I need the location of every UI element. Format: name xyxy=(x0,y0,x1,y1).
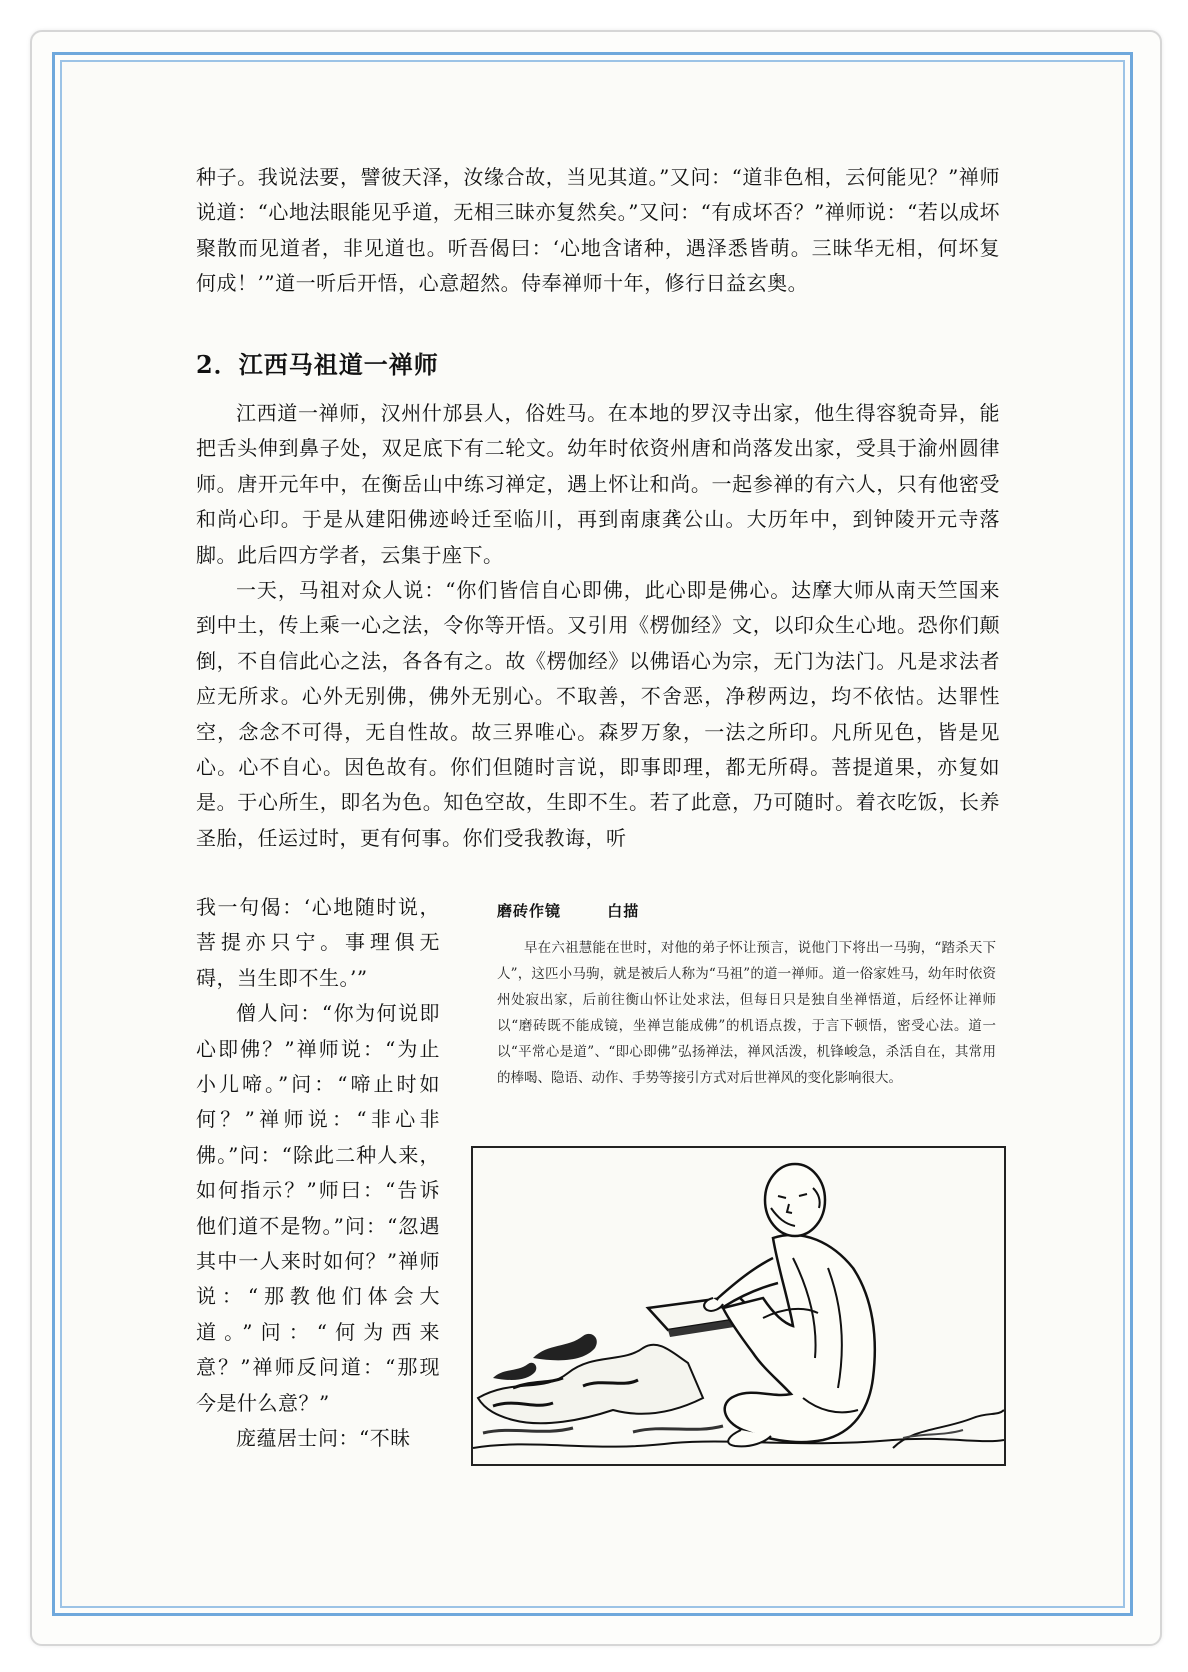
side-paragraph-3: 庞蕴居士问：“不昧 xyxy=(236,1426,411,1451)
side-paragraph-2: 僧人问：“你为何说即心即佛？”禅师说：“为止小儿啼。”问：“啼止时如何？”禅师说：“非心非佛。”问：“除此二种人来，如何指示？”师曰：“告诉他们道不是物。”问：“忽遇其中一人来时如何？”禅师说：“那教他们体会大道。”问：“何为西来意？”禅师反问道：“那现今是什么意？” xyxy=(196,1001,440,1415)
side-column-text xyxy=(196,890,440,1457)
paragraph-2: 一天，马祖对众人说：“你们皆信自心即佛，此心即是佛心。达摩大师从南天竺国来到中土，传上乘一心之法，令你等开悟。又引用《楞伽经》文，以印众生心地。恐你们颠倒，不自信此心之法，各各有之。故《楞伽经》以佛语心为宗，无门为法门。凡是求法者应无所求。心外无别佛，佛外无别心。不取善，不舍恶，净秽两边，均不依怙。达罪性空，念念不可得，无自性故。故三界唯心。森罗万象，一法之所印。凡所见色，皆是见心。心不自心。因色故有。你们但随时言说，即事即理，都无所碍。菩提道果，亦复如是。于心所生，即名为色。知色空故，生即不生。若了此意，乃可随时。着衣吃饭，长养圣胎，任运过时，更有何事。你们受我教诲，听 xyxy=(196,578,1000,850)
section-heading: 2．江西马祖道一禅师 xyxy=(196,350,439,379)
figure-caption: 早在六祖慧能在世时，对他的弟子怀让预言，说他门下将出一马驹，“踏杀天下人”，这匹小马驹，就是被后人称为“马祖”的道一禅师。道一俗家姓马，幼年时依资州处寂出家，后前往衡山怀让处求法，但每日只是独自坐禅悟道，后经怀让禅师以“磨砖既不能成镜，坐禅岂能成佛”的机语点拨，于言下顿悟，密受心法。道一以“平常心是道”、“即心即佛”弘扬禅法，禅风活泼，机锋峻急，杀活自在，其常用的棒喝、隐语、动作、手势等接引方式对后世禅风的变化影响很大。 xyxy=(497,940,996,1086)
figure-box xyxy=(471,900,1006,1470)
side-paragraph-1: 我一句偈：‘心地随时说，菩提亦只宁。事理俱无碍，当生即不生。’” xyxy=(196,895,440,990)
intro-paragraph xyxy=(196,160,1000,302)
monk-polishing-brick-drawing xyxy=(473,1148,1004,1464)
figure-subtitle: 白描 xyxy=(607,902,640,920)
figure-title-row xyxy=(497,900,1006,921)
monk-illustration xyxy=(471,1146,1006,1466)
figure-title: 磨砖作镜 xyxy=(497,902,562,920)
intro-text: 种子。我说法要，譬彼天泽，汝缘合故，当见其道。”又问：“道非色相，云何能见？”禅师说道：“心地法眼能见乎道，无相三昧亦复然矣。”又问：“有成坏否？”禅师说：“若以成坏聚散而见道者，非见道也。听吾偈曰：‘心地含诸种，遇泽悉皆萌。三昧华无相，何坏复何成！’”道一听后开悟，心意超然。侍奉禅师十年，修行日益玄奥。 xyxy=(196,165,1000,296)
main-text xyxy=(196,396,1000,856)
paragraph-1: 江西道一禅师，汉州什邡县人，俗姓马。在本地的罗汉寺出家，他生得容貌奇异，能把舌头伸到鼻子处，双足底下有二轮文。幼年时依资州唐和尚落发出家，受具于渝州圆律师。唐开元年中，在衡岳山中练习禅定，遇上怀让和尚。一起参禅的有六人，只有他密受和尚心印。于是从建阳佛迹岭迁至临川，再到南康龚公山。大历年中，到钟陵开元寺落脚。此后四方学者，云集于座下。 xyxy=(196,401,1000,567)
